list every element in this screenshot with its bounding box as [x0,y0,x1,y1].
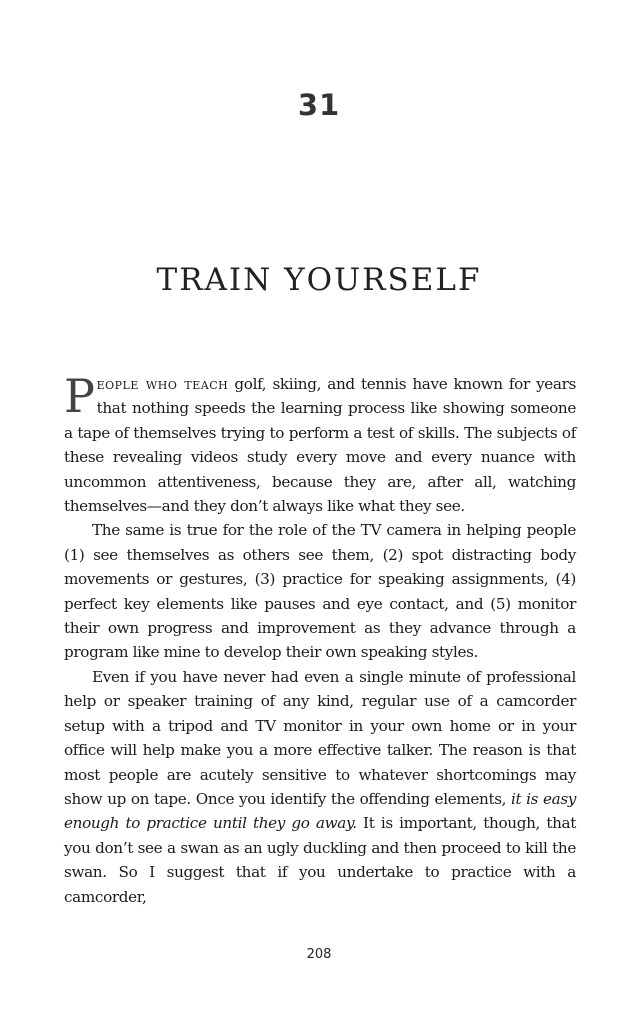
drop-cap: P [64,369,95,423]
chapter-body [64,369,576,909]
page-number: 208 [306,947,332,962]
chapter-number: 31 [297,88,341,122]
paragraph-3-text-before: Even if you have never had even a single minute of professional help or speaker training of any kind, regular use of a camcorder setup with a tripod and TV monitor in your own home or in your office will help make you a more effective talker. The reason is that most people are acutely sensitive to whatever shortcomings may show up on tape. Once you identify the offending elements, [64,667,576,808]
chapter-title: TRAIN YOURSELF [156,262,482,298]
lead-in-smallcaps: eople who teach [96,375,229,393]
paragraph-1 [64,369,576,518]
paragraph-3 [64,665,576,909]
paragraph-3-text-after: It is important, though, that you don’t see a swan as an ugly duckling and then proceed to kill the swan. So I suggest that if you undertake to practice with a camcorder, [64,814,576,906]
paragraph-2: The same is true for the role of the TV camera in helping people (1) see themselves as others see them, (2) spot distracting body movements or gestures, (3) practice for speaking assignments, (4) perfect key elements like pauses and eye contact, and (5) monitor their own progress and improvement as they advance through a program like mine to develop their own speaking styles. [64,521,576,662]
paragraph-3-italic-emphasis: it is easy enough to practice until they go away. [64,789,576,833]
paragraph-1-text: golf, skiing, and tennis have known for years that nothing speeds the learning process like showing someone a tape of themselves trying to perform a test of skills. The subjects of these revealing videos study every move and every nuance with uncommon attentiveness, because they are, after all, watching themselves—and they don’t always like what they see. [64,375,576,516]
